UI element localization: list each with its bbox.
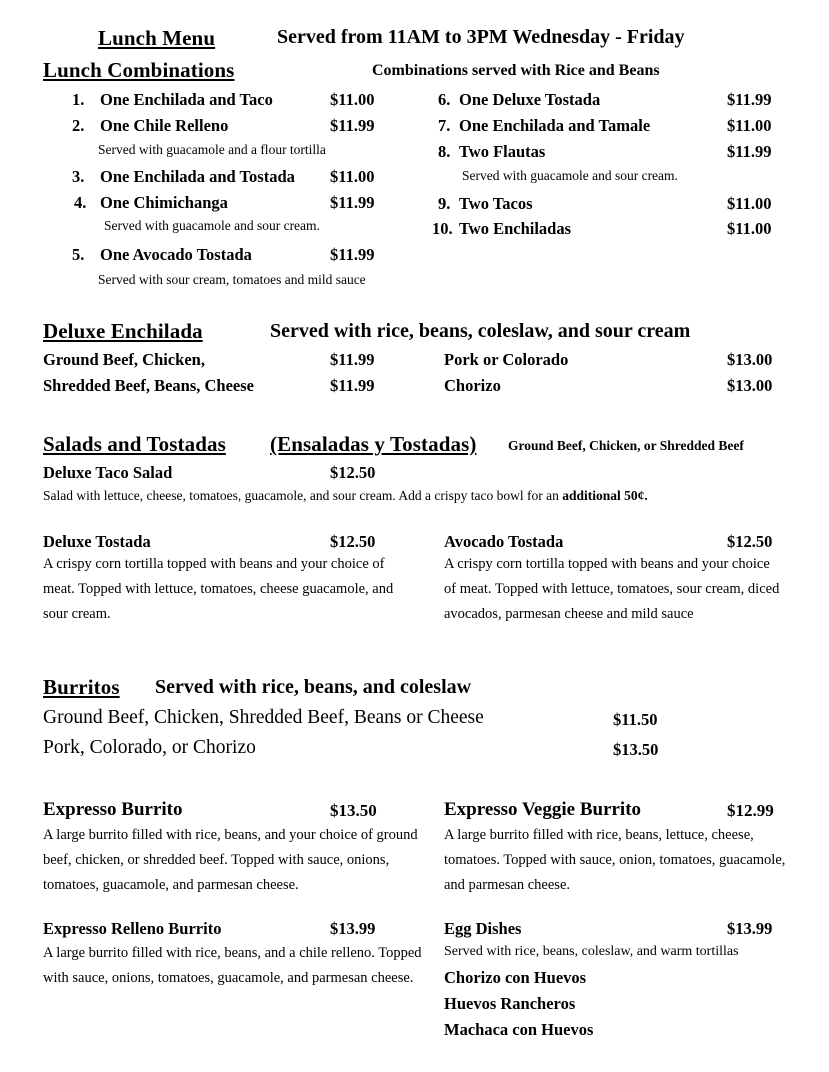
burrito-option-price: $13.50 (613, 740, 659, 759)
burrito-option-name: Pork, Colorado, or Chorizo (43, 737, 256, 758)
deluxe-enchilada-price: $13.00 (727, 376, 773, 395)
section-heading-salads-and-tostadas: Salads and Tostadas (43, 432, 226, 456)
expresso-relleno-burrito-name: Expresso Relleno Burrito (43, 919, 222, 938)
combo-number: 5. (72, 245, 85, 264)
combo-name: Two Enchiladas (459, 219, 572, 238)
deluxe-enchilada-name: Pork or Colorado (444, 350, 569, 369)
section-heading-burritos: Burritos (43, 675, 120, 699)
avocado-tostada-price: $12.50 (727, 532, 773, 551)
burrito-option-name: Ground Beef, Chicken, Shredded Beef, Beans or Cheese (43, 707, 484, 728)
combo-name: One Enchilada and Taco (100, 90, 273, 109)
combo-price: $11.99 (330, 193, 375, 212)
deluxe-tostada-description: A crispy corn tortilla topped with beans and your choice of meat. Topped with lettuce, tomatoes, cheese guacamole, and sour cream. (43, 556, 394, 622)
expresso-relleno-burrito-price: $13.99 (330, 919, 376, 938)
egg-dishes-note: Served with rice, beans, coleslaw, and warm tortillas (444, 944, 739, 959)
deluxe-enchilada-price: $11.99 (330, 350, 375, 369)
egg-dishes-name: Egg Dishes (444, 919, 522, 938)
burritos-note: Served with rice, beans, and coleslaw (155, 676, 472, 698)
deluxe-enchilada-name: Chorizo (444, 376, 501, 395)
expresso-burrito-name: Expresso Burrito (43, 799, 183, 820)
deluxe-enchilada-price: $11.99 (330, 376, 375, 395)
combo-number: 9. (438, 194, 451, 213)
avocado-tostada-description: A crispy corn tortilla topped with beans and your choice of meat. Topped with lettuce, tomatoes, sour cream, diced avocados, parmesan cheese and mild sauce (444, 556, 780, 622)
burrito-option-price: $11.50 (613, 710, 658, 729)
avocado-tostada-name: Avocado Tostada (444, 532, 564, 551)
combo-price: $11.99 (727, 90, 772, 109)
lunch-combinations-note: Combinations served with Rice and Beans (372, 62, 660, 79)
expresso-veggie-burrito-description: A large burrito filled with rice, beans, lettuce, cheese, tomatoes. Topped with sauce, onion, tomatoes, guacamole, and parmesan cheese. (444, 827, 786, 893)
expresso-burrito-description: A large burrito filled with rice, beans, and your choice of ground beef, chicken, or shredded beef. Topped with sauce, onions, tomatoes, guacamole, and parmesan cheese. (43, 827, 418, 893)
combo-number: 1. (72, 90, 85, 109)
deluxe-enchilada-name: Ground Beef, Chicken, (43, 350, 205, 369)
deluxe-taco-salad-name: Deluxe Taco Salad (43, 463, 173, 482)
egg-dishes-price: $13.99 (727, 919, 773, 938)
combo-description: Served with guacamole and sour cream. (104, 218, 320, 233)
combo-description: Served with guacamole and sour cream. (462, 168, 678, 183)
combo-number: 6. (438, 90, 451, 109)
egg-dish-item: Chorizo con Huevos (444, 968, 587, 987)
expresso-burrito-price: $13.50 (330, 801, 377, 820)
combo-name: One Enchilada and Tostada (100, 167, 295, 186)
expresso-relleno-burrito-description: A large burrito filled with rice, beans, and a chile relleno. Topped with sauce, onions, tomatoes, guacamole, and parmesan cheese. (43, 945, 422, 986)
combo-number: 7. (438, 116, 451, 135)
combo-number: 3. (72, 167, 85, 186)
combo-name: Two Tacos (459, 194, 533, 213)
combo-name: Two Flautas (459, 142, 546, 161)
combo-name: One Chile Relleno (100, 116, 229, 135)
combo-name: One Avocado Tostada (100, 245, 252, 264)
combo-number: 2. (72, 116, 85, 135)
section-heading-salads-spanish: (Ensaladas y Tostadas) (270, 432, 477, 456)
page-title: Lunch Menu (98, 26, 216, 50)
combo-price: $11.99 (330, 245, 375, 264)
deluxe-tostada-price: $12.50 (330, 532, 376, 551)
section-heading-deluxe-enchilada: Deluxe Enchilada (43, 319, 203, 343)
combo-description: Served with guacamole and a flour tortilla (98, 142, 326, 157)
deluxe-taco-salad-description (43, 488, 648, 504)
combo-name: One Deluxe Tostada (459, 90, 601, 109)
combo-price: $11.00 (727, 219, 772, 238)
egg-dish-item: Huevos Rancheros (444, 994, 576, 1013)
section-heading-lunch-combinations: Lunch Combinations (43, 58, 235, 82)
service-hours: Served from 11AM to 3PM Wednesday - Friday (277, 26, 685, 48)
deluxe-taco-salad-price: $12.50 (330, 463, 376, 482)
combo-price: $11.00 (330, 90, 375, 109)
deluxe-enchilada-name: Shredded Beef, Beans, Cheese (43, 376, 254, 395)
deluxe-enchilada-note: Served with rice, beans, coleslaw, and sour cream (270, 320, 691, 342)
combo-number: 10. (432, 219, 453, 238)
taco-salad-desc-bold: additional 50¢. (562, 488, 648, 503)
combo-price: $11.00 (727, 116, 772, 135)
combo-price: $11.00 (727, 194, 772, 213)
salads-meat-note: Ground Beef, Chicken, or Shredded Beef (508, 438, 744, 453)
combo-price: $11.99 (727, 142, 772, 161)
combo-price: $11.00 (330, 167, 375, 186)
combo-price: $11.99 (330, 116, 375, 135)
combo-number: 8. (438, 142, 451, 161)
egg-dish-item: Machaca con Huevos (444, 1020, 594, 1039)
combo-number: 4. (74, 193, 87, 212)
deluxe-enchilada-price: $13.00 (727, 350, 773, 369)
expresso-veggie-burrito-name: Expresso Veggie Burrito (444, 799, 642, 820)
deluxe-tostada-name: Deluxe Tostada (43, 532, 151, 551)
taco-salad-desc-plain: Salad with lettuce, cheese, tomatoes, guacamole, and sour cream. Add a crispy taco bowl for an (43, 488, 563, 503)
combo-name: One Enchilada and Tamale (459, 116, 651, 135)
combo-description: Served with sour cream, tomatoes and mild sauce (98, 272, 366, 287)
expresso-veggie-burrito-price: $12.99 (727, 801, 774, 820)
combo-name: One Chimichanga (100, 193, 228, 212)
